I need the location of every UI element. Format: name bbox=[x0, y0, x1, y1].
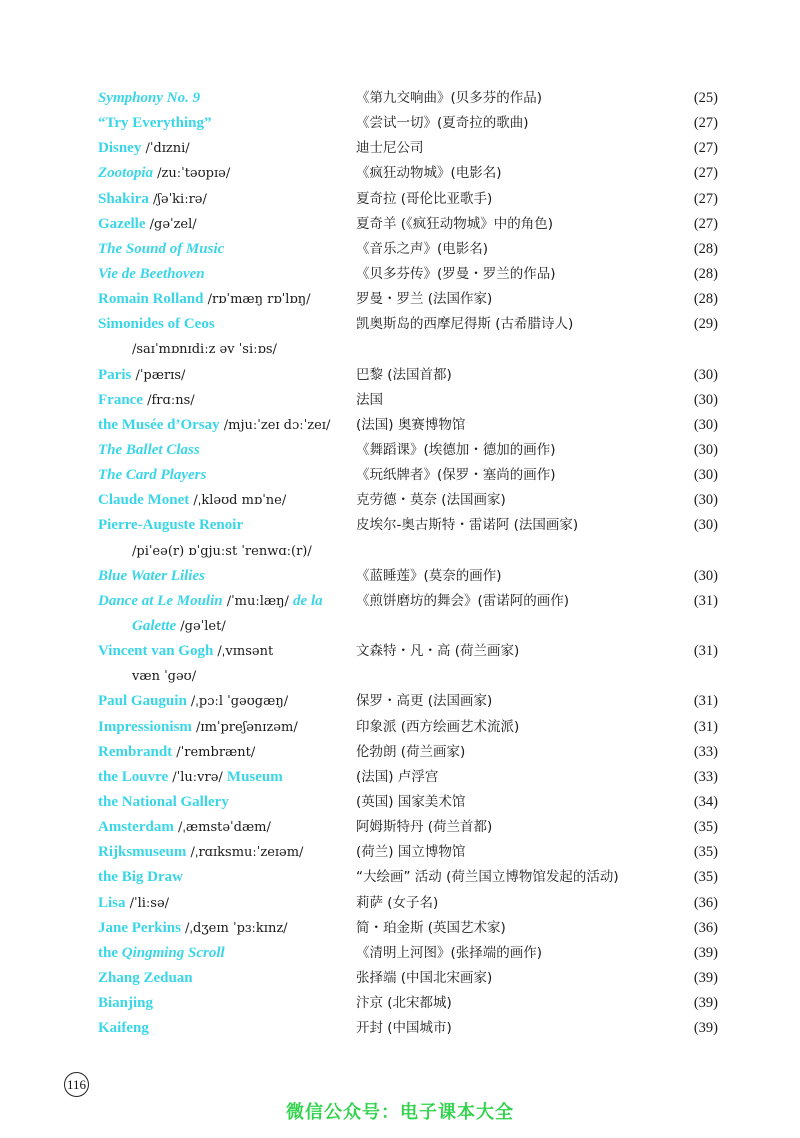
phonetic-text: /ˌvɪnsənt bbox=[213, 644, 274, 660]
term-text: Galette bbox=[132, 617, 177, 634]
phonetic-text: /ˌkləʊd mɒˈne/ bbox=[189, 493, 287, 509]
english-term bbox=[98, 765, 283, 790]
page-reference: (36) bbox=[693, 894, 718, 911]
glossary-row bbox=[98, 966, 718, 991]
page-reference: (35) bbox=[693, 819, 718, 836]
phonetic-text: /frɑːns/ bbox=[142, 392, 195, 408]
phonetic-text: /piˈeə(r) ɒˈgjuːst ˈrenwɑː(r)/ bbox=[132, 543, 312, 559]
page-reference: (27) bbox=[693, 165, 718, 182]
glossary-row bbox=[98, 765, 718, 790]
english-term bbox=[98, 689, 288, 714]
page-reference: (25) bbox=[693, 90, 718, 106]
glossary-row bbox=[98, 86, 718, 111]
phonetic-text: /ˈrembrænt/ bbox=[172, 744, 256, 760]
term-text: Blue Water Lilies bbox=[98, 567, 205, 584]
page-reference: (28) bbox=[693, 291, 718, 308]
english-term bbox=[98, 111, 211, 136]
phonetic-text: væn ˈgəʊ/ bbox=[132, 669, 197, 685]
page-reference: (30) bbox=[693, 391, 718, 408]
glossary-row bbox=[98, 388, 718, 413]
chinese-translation: 《第九交响曲》(贝多芬的作品) bbox=[356, 90, 543, 106]
english-term bbox=[98, 564, 205, 589]
glossary-row bbox=[98, 413, 718, 438]
page-reference: (31) bbox=[693, 643, 718, 660]
phonetic-text: /ˈliːsə/ bbox=[125, 895, 170, 911]
chinese-translation: (荷兰) 国立博物馆 bbox=[356, 844, 466, 861]
glossary-row bbox=[98, 865, 718, 890]
chinese-translation: 《清明上河图》(张择端的画作) bbox=[356, 944, 543, 961]
chinese-translation: 简・珀金斯 (英国艺术家) bbox=[356, 919, 506, 936]
chinese-translation: (英国) 国家美术馆 bbox=[356, 793, 466, 810]
glossary-list bbox=[98, 86, 718, 1041]
chinese-translation: 张择端 (中国北宋画家) bbox=[356, 969, 493, 986]
term-text: Rijksmuseum bbox=[98, 844, 187, 861]
chinese-translation: 《疯狂动物城》(电影名) bbox=[356, 165, 502, 182]
chinese-translation: 《贝多芬传》(罗曼・罗兰的作品) bbox=[356, 265, 556, 282]
english-term bbox=[98, 262, 205, 287]
glossary-row bbox=[98, 187, 718, 212]
glossary-row bbox=[98, 287, 718, 312]
english-term bbox=[98, 363, 185, 388]
english-term bbox=[98, 740, 255, 765]
english-term bbox=[98, 589, 323, 614]
phonetic-text: /gəˈzel/ bbox=[145, 216, 197, 232]
page-reference: (30) bbox=[693, 492, 718, 509]
english-term bbox=[98, 463, 206, 488]
english-term bbox=[98, 715, 298, 740]
glossary-row bbox=[98, 589, 718, 614]
term-text: France bbox=[98, 391, 143, 408]
phonetic-text: /rɒˈmæŋ rɒˈlɒŋ/ bbox=[203, 292, 311, 308]
term-text: Vie de Beethoven bbox=[98, 265, 205, 282]
term-text: Vincent van Gogh bbox=[98, 643, 214, 660]
glossary-row bbox=[98, 363, 718, 388]
chinese-translation: “大绘画” 活动 (荷兰国立博物馆发起的活动) bbox=[356, 869, 619, 886]
page-reference: (35) bbox=[693, 869, 718, 886]
chinese-translation: 保罗・高更 (法国画家) bbox=[356, 693, 493, 710]
english-term bbox=[98, 815, 271, 840]
glossary-row bbox=[98, 488, 718, 513]
chinese-translation: (法国) 奥赛博物馆 bbox=[356, 416, 466, 433]
chinese-translation: 皮埃尔-奥古斯特・雷诺阿 (法国画家) bbox=[356, 517, 579, 534]
term-text: The Sound of Music bbox=[98, 240, 225, 257]
glossary-row bbox=[98, 438, 718, 463]
term-text: The Card Players bbox=[98, 467, 207, 484]
chinese-translation: 《玩纸牌者》(保罗・塞尚的画作) bbox=[356, 467, 556, 484]
page-reference: (30) bbox=[693, 567, 718, 584]
glossary-row bbox=[98, 639, 718, 664]
glossary-row bbox=[98, 840, 718, 865]
english-term bbox=[98, 136, 190, 161]
chinese-translation: 阿姆斯特丹 (荷兰首都) bbox=[356, 819, 493, 836]
english-term bbox=[132, 614, 226, 639]
glossary-row bbox=[98, 111, 718, 136]
term-text: Disney bbox=[98, 140, 142, 157]
glossary-row bbox=[98, 237, 718, 262]
english-term bbox=[98, 865, 183, 890]
term-text: The Ballet Class bbox=[98, 441, 200, 458]
page-reference: (31) bbox=[693, 592, 718, 609]
english-term bbox=[98, 941, 225, 966]
term-text: Rembrandt bbox=[98, 743, 173, 760]
term-text: Zhang Zeduan bbox=[98, 969, 193, 986]
phonetic-text: /ˌæmstəˈdæm/ bbox=[173, 820, 271, 836]
page-reference: (30) bbox=[693, 441, 718, 458]
phonetic-text: /ʃəˈkiːrə/ bbox=[148, 191, 207, 207]
glossary-row bbox=[98, 715, 718, 740]
phonetic-text: /gəˈlet/ bbox=[176, 618, 226, 634]
glossary-row bbox=[98, 815, 718, 840]
glossary-row bbox=[98, 664, 718, 689]
chinese-translation: 《音乐之声》(电影名) bbox=[356, 240, 489, 257]
watermark-text: 微信公众号：电子课本大全 bbox=[286, 1102, 514, 1123]
page-reference: (30) bbox=[693, 416, 718, 433]
english-term bbox=[98, 312, 215, 337]
phonetic-text: /ˈdɪzni/ bbox=[141, 141, 190, 157]
chinese-translation: 《蓝睡莲》(莫奈的画作) bbox=[356, 567, 502, 584]
page-reference: (35) bbox=[693, 844, 718, 861]
page-reference: (27) bbox=[693, 215, 718, 232]
chinese-translation: 汴京 (北宋都城) bbox=[356, 995, 452, 1012]
english-term bbox=[98, 287, 310, 312]
chinese-translation: 开封 (中国城市) bbox=[356, 1020, 452, 1037]
phonetic-text: /zuːˈtəʊpɪə/ bbox=[153, 166, 231, 182]
glossary-row bbox=[98, 161, 718, 186]
term-text: the Louvre bbox=[98, 768, 169, 785]
term-text: Paris bbox=[98, 366, 132, 383]
english-term bbox=[98, 966, 193, 991]
page-reference: (27) bbox=[693, 140, 718, 157]
term-text: Gazelle bbox=[98, 215, 146, 232]
chinese-translation: 印象派 (西方绘画艺术流派) bbox=[356, 718, 520, 735]
phonetic-text: /mjuːˈzeɪ dɔːˈzeɪ/ bbox=[219, 417, 331, 433]
english-term bbox=[98, 488, 286, 513]
term-text: Romain Rolland bbox=[98, 291, 204, 308]
glossary-row bbox=[98, 614, 718, 639]
glossary-row bbox=[98, 916, 718, 941]
term-text: the bbox=[98, 944, 122, 961]
term-text: the Musée d’Orsay bbox=[98, 416, 220, 433]
english-term bbox=[98, 86, 200, 111]
page-reference: (34) bbox=[693, 793, 718, 810]
glossary-row bbox=[98, 262, 718, 287]
glossary-row bbox=[98, 136, 718, 161]
chinese-translation: (法国) 卢浮宫 bbox=[356, 768, 439, 785]
glossary-row bbox=[98, 991, 718, 1016]
term-text: de la bbox=[293, 592, 323, 609]
page-reference: (31) bbox=[693, 718, 718, 735]
term-text: Claude Monet bbox=[98, 492, 190, 509]
glossary-row bbox=[98, 689, 718, 714]
term-text: Simonides of Ceos bbox=[98, 316, 215, 333]
phonetic-text: /ˈmuːlæŋ/ bbox=[222, 593, 294, 609]
phonetic-text: /ˈpærɪs/ bbox=[131, 367, 186, 383]
term-text: Symphony No. 9 bbox=[98, 90, 201, 106]
glossary-row bbox=[98, 212, 718, 237]
term-text: Paul Gauguin bbox=[98, 693, 187, 710]
page-reference: (39) bbox=[693, 995, 718, 1012]
chinese-translation: 《煎饼磨坊的舞会》(雷诺阿的画作) bbox=[356, 592, 570, 609]
page-reference: (27) bbox=[693, 115, 718, 132]
term-text: Bianjing bbox=[98, 995, 154, 1012]
term-text: Dance at Le Moulin bbox=[98, 592, 223, 609]
chinese-translation: 克劳德・莫奈 (法国画家) bbox=[356, 492, 506, 509]
page-reference: (28) bbox=[693, 240, 718, 257]
term-text: Kaifeng bbox=[98, 1020, 149, 1037]
chinese-translation: 夏奇羊 (《疯狂动物城》中的角色) bbox=[356, 215, 554, 232]
english-term bbox=[98, 991, 153, 1016]
page-reference: (30) bbox=[693, 366, 718, 383]
term-text: Pierre-Auguste Renoir bbox=[98, 517, 244, 534]
chinese-translation: 《尝试一切》(夏奇拉的歌曲) bbox=[356, 115, 529, 132]
english-term bbox=[98, 891, 169, 916]
page-reference: (29) bbox=[693, 316, 718, 333]
chinese-translation: 巴黎 (法国首都) bbox=[356, 366, 452, 383]
page-reference: (31) bbox=[693, 693, 718, 710]
term-text: the Big Draw bbox=[98, 869, 183, 886]
english-term bbox=[98, 639, 273, 664]
glossary-row bbox=[98, 790, 718, 815]
glossary-row bbox=[98, 941, 718, 966]
page-reference: (39) bbox=[693, 969, 718, 986]
english-term bbox=[98, 388, 195, 413]
term-text: “Try Everything” bbox=[98, 115, 212, 132]
glossary-row bbox=[98, 337, 718, 362]
chinese-translation: 《舞蹈课》(埃德加・德加的画作) bbox=[356, 441, 556, 458]
chinese-translation: 罗曼・罗兰 (法国作家) bbox=[356, 291, 493, 308]
term-text: Lisa bbox=[98, 894, 126, 911]
term-text: Shakira bbox=[98, 190, 149, 207]
english-term bbox=[98, 237, 224, 262]
phonetic-text: /ˌrɑɪksmuːˈzeɪəm/ bbox=[186, 845, 304, 861]
glossary-row bbox=[98, 740, 718, 765]
page-reference: (30) bbox=[693, 467, 718, 484]
page-reference: (39) bbox=[693, 944, 718, 961]
english-term bbox=[132, 664, 196, 689]
page-reference: (28) bbox=[693, 265, 718, 282]
page-reference: (33) bbox=[693, 743, 718, 760]
chinese-translation: 凯奥斯岛的西摩尼得斯 (古希腊诗人) bbox=[356, 316, 574, 333]
glossary-row bbox=[98, 463, 718, 488]
english-term bbox=[132, 539, 312, 564]
glossary-row bbox=[98, 891, 718, 916]
page-number: 116 bbox=[64, 1072, 89, 1097]
chinese-translation: 夏奇拉 (哥伦比亚歌手) bbox=[356, 190, 493, 207]
term-text: Impressionism bbox=[98, 718, 192, 735]
english-term bbox=[98, 1016, 149, 1041]
english-term bbox=[98, 790, 229, 815]
term-text: Amsterdam bbox=[98, 819, 174, 836]
english-term bbox=[98, 413, 330, 438]
term-text: Qingming Scroll bbox=[121, 944, 225, 961]
phonetic-text: /ɪmˈpreʃənɪzəm/ bbox=[191, 719, 298, 735]
english-term bbox=[98, 438, 200, 463]
glossary-row bbox=[98, 513, 718, 538]
term-text: Jane Perkins bbox=[98, 919, 181, 936]
glossary-row bbox=[98, 539, 718, 564]
page-reference: (30) bbox=[693, 517, 718, 534]
term-text: Zootopia bbox=[98, 165, 153, 182]
page-reference: (36) bbox=[693, 919, 718, 936]
english-term bbox=[132, 337, 277, 362]
page-reference: (33) bbox=[693, 768, 718, 785]
page-reference: (27) bbox=[693, 190, 718, 207]
phonetic-text: /ˌpɔːl ˈgəʊgæŋ/ bbox=[186, 694, 289, 710]
glossary-row bbox=[98, 1016, 718, 1041]
glossary-row bbox=[98, 312, 718, 337]
english-term bbox=[98, 161, 230, 186]
chinese-translation: 迪士尼公司 bbox=[356, 140, 424, 157]
phonetic-text: /saɪˈmɒnɪdiːz əv ˈsiːɒs/ bbox=[132, 342, 277, 358]
term-text: Museum bbox=[226, 768, 283, 785]
chinese-translation: 莉萨 (女子名) bbox=[356, 894, 439, 911]
english-term bbox=[98, 916, 288, 941]
chinese-translation: 法国 bbox=[356, 391, 383, 408]
english-term bbox=[98, 840, 303, 865]
chinese-translation: 文森特・凡・高 (荷兰画家) bbox=[356, 643, 520, 660]
phonetic-text: /ˌdʒeɪn ˈpɜːkɪnz/ bbox=[180, 920, 288, 936]
term-text: the National Gallery bbox=[98, 793, 229, 810]
phonetic-text: /ˈluːvrə/ bbox=[168, 769, 227, 785]
page-reference: (39) bbox=[693, 1020, 718, 1037]
glossary-row bbox=[98, 564, 718, 589]
english-term bbox=[98, 187, 207, 212]
english-term bbox=[98, 212, 197, 237]
chinese-translation: 伦勃朗 (荷兰画家) bbox=[356, 743, 466, 760]
english-term bbox=[98, 513, 243, 538]
